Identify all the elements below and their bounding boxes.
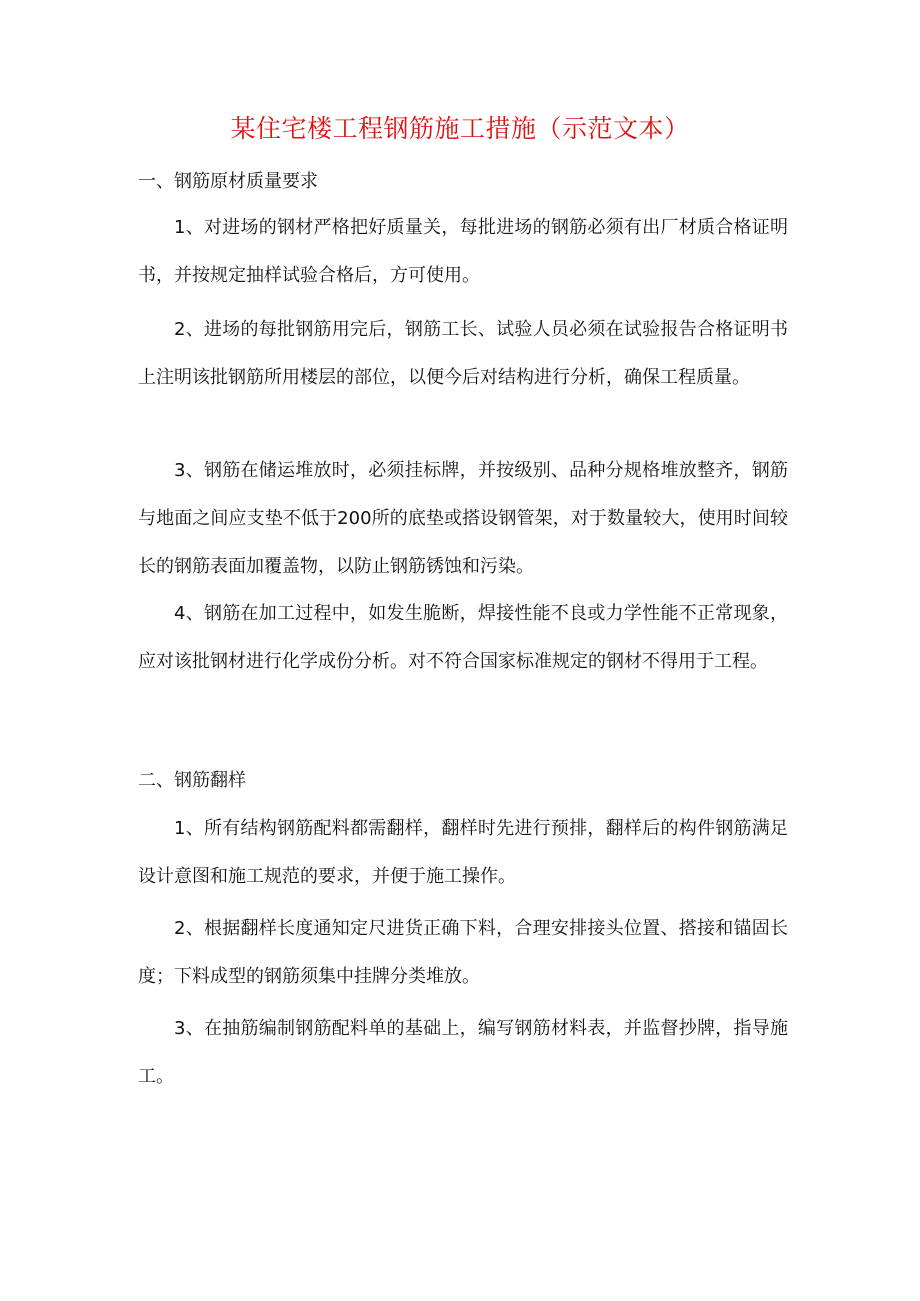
- section-heading-2: 二、钢筋翻样: [138, 770, 246, 791]
- paragraph-2-3: 3、在抽筋编制钢筋配料单的基础上，编写钢筋材料表，并监督抄牌，指导施工。: [138, 1018, 788, 1087]
- paragraph-1-1: 1、对进场的钢材严格把好质量关，每批进场的钢筋必须有出厂材质合格证明书，并按规定抽样试验合格后，方可使用。: [138, 217, 788, 286]
- paragraph-2-1: 1、所有结构钢筋配料都需翻样，翻样时先进行预排，翻样后的构件钢筋满足设计意图和施工规范的要求，并便于施工操作。: [138, 818, 788, 887]
- paragraph-1-4: 4、钢筋在加工过程中，如发生脆断，焊接性能不良或力学性能不正常现象，应对该批钢材进行化学成份分析。对不符合国家标准规定的钢材不得用于工程。: [138, 603, 788, 672]
- paragraph-1-2: 2、进场的每批钢筋用完后，钢筋工长、试验人员必须在试验报告合格证明书上注明该批钢筋所用楼层的部位，以便今后对结构进行分析，确保工程质量。: [138, 319, 788, 388]
- section-heading-1: 一、钢筋原材质量要求: [138, 171, 318, 192]
- paragraph-2-2: 2、根据翻样长度通知定尺进货正确下料，合理安排接头位置、搭接和锚固长度；下料成型的钢筋须集中挂牌分类堆放。: [138, 918, 788, 987]
- document-title: 某住宅楼工程钢筋施工措施（示范文本）: [230, 114, 690, 143]
- paragraph-1-3: 3、钢筋在储运堆放时，必须挂标牌，并按级别、品种分规格堆放整齐，钢筋与地面之间应支垫不低于200所的底垫或搭设钢管架，对于数量较大，使用时间较长的钢筋表面加覆盖物，以防止钢筋锈蚀和污染。: [138, 460, 788, 577]
